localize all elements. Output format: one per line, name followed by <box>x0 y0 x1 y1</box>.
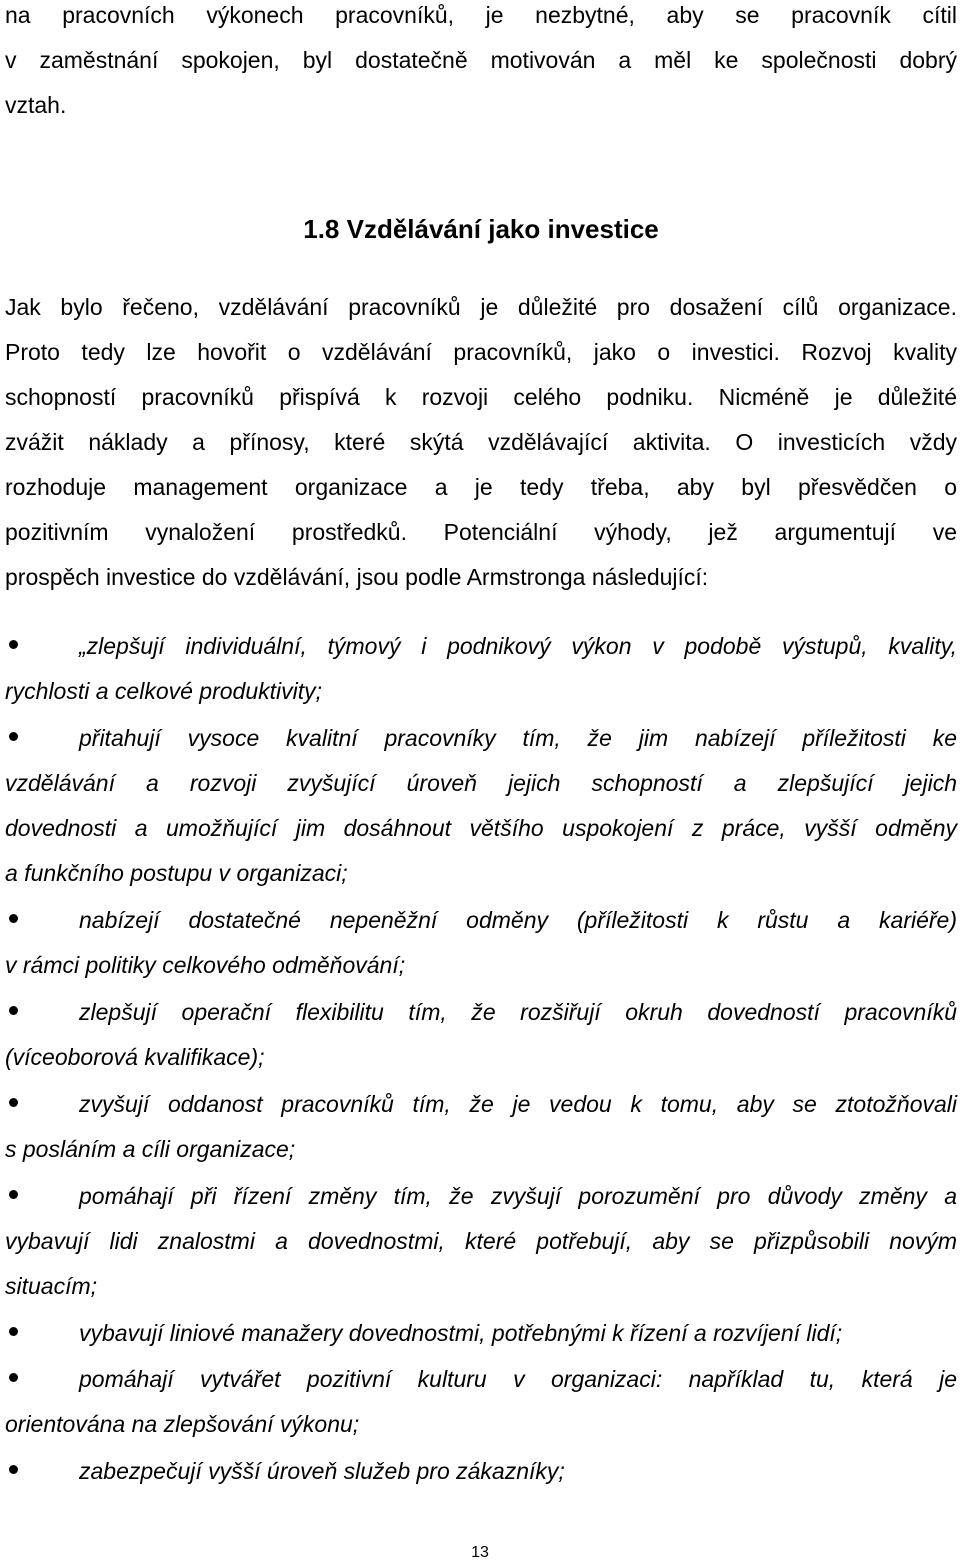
paragraph-line: zvážit náklady a přínosy, které skýtá vzdělávající aktivita. O investicích vždy <box>5 429 957 455</box>
bullet-icon <box>9 1465 18 1474</box>
bullet-item-continuation: vybavují lidi znalostmi a dovednostmi, které potřebují, aby se přizpůsobili novým <box>5 1228 957 1254</box>
bullet-item: zabezpečují vyšší úroveň služeb pro zákazníky; <box>79 1458 565 1484</box>
bullet-icon <box>9 732 18 741</box>
bullet-icon <box>9 640 18 649</box>
bullet-item: zvyšují oddanost pracovníků tím, že je vedou k tomu, aby se ztotožňovali <box>79 1091 957 1117</box>
bullet-icon <box>9 1373 18 1382</box>
bullet-item-continuation: situacím; <box>5 1273 98 1299</box>
paragraph-line: Proto tedy lze hovořit o vzdělávání pracovníků, jako o investici. Rozvoj kvality <box>5 339 957 365</box>
bullet-item-continuation: v rámci politiky celkového odměňování; <box>5 952 406 978</box>
bullet-item-continuation: dovednosti a umožňující jim dosáhnout většího uspokojení z práce, vyšší odměny <box>5 815 957 841</box>
bullet-icon <box>9 914 18 923</box>
paragraph-line: prospěch investice do vzdělávání, jsou podle Armstronga následující: <box>5 564 709 590</box>
bullet-item-continuation: a funkčního postupu v organizaci; <box>5 860 348 886</box>
bullet-item: pomáhají při řízení změny tím, že zvyšují porozumění pro důvody změny a <box>79 1183 957 1209</box>
paragraph-line: schopností pracovníků přispívá k rozvoji celého podniku. Nicméně je důležité <box>5 384 957 410</box>
intro-line: vztah. <box>5 92 67 118</box>
bullet-item: přitahují vysoce kvalitní pracovníky tím, že jim nabízejí příležitosti ke <box>79 725 957 751</box>
bullet-item: pomáhají vytvářet pozitivní kulturu v organizaci: například tu, která je <box>79 1366 957 1392</box>
bullet-item-continuation: rychlosti a celkové produktivity; <box>5 678 323 704</box>
section-heading: 1.8 Vzdělávání jako investice <box>303 214 659 244</box>
bullet-item: vybavují liniové manažery dovednostmi, potřebnými k řízení a rozvíjení lidí; <box>79 1320 843 1346</box>
bullet-icon <box>9 1098 18 1107</box>
bullet-item: zlepšují operační flexibilitu tím, že rozšiřují okruh dovedností pracovníků <box>79 999 957 1025</box>
intro-line: na pracovních výkonech pracovníků, je nezbytné, aby se pracovník cítil <box>5 2 957 28</box>
bullet-icon <box>9 1327 18 1336</box>
bullet-item-continuation: orientována na zlepšování výkonu; <box>5 1411 360 1437</box>
intro-line: v zaměstnání spokojen, byl dostatečně motivován a měl ke společnosti dobrý <box>5 47 957 73</box>
paragraph-line: Jak bylo řečeno, vzdělávání pracovníků je důležité pro dosažení cílů organizace. <box>5 294 957 320</box>
bullet-item-continuation: s posláním a cíli organizace; <box>5 1136 296 1162</box>
bullet-item-continuation: (víceoborová kvalifikace); <box>5 1044 265 1070</box>
bullet-item: „zlepšují individuální, týmový i podnikový výkon v podobě výstupů, kvality, <box>79 633 957 659</box>
bullet-item: nabízejí dostatečné nepeněžní odměny (příležitosti k růstu a kariéře) <box>79 907 957 933</box>
bullet-item-continuation: vzdělávání a rozvoji zvyšující úroveň jejich schopností a zlepšující jejich <box>5 770 957 796</box>
bullet-icon <box>9 1190 18 1199</box>
paragraph-line: rozhoduje management organizace a je tedy třeba, aby byl přesvědčen o <box>5 474 957 500</box>
paragraph-line: pozitivním vynaložení prostředků. Potenciální výhody, jež argumentují ve <box>5 519 957 545</box>
bullet-icon <box>9 1006 18 1015</box>
page-number: 13 <box>471 1544 489 1561</box>
